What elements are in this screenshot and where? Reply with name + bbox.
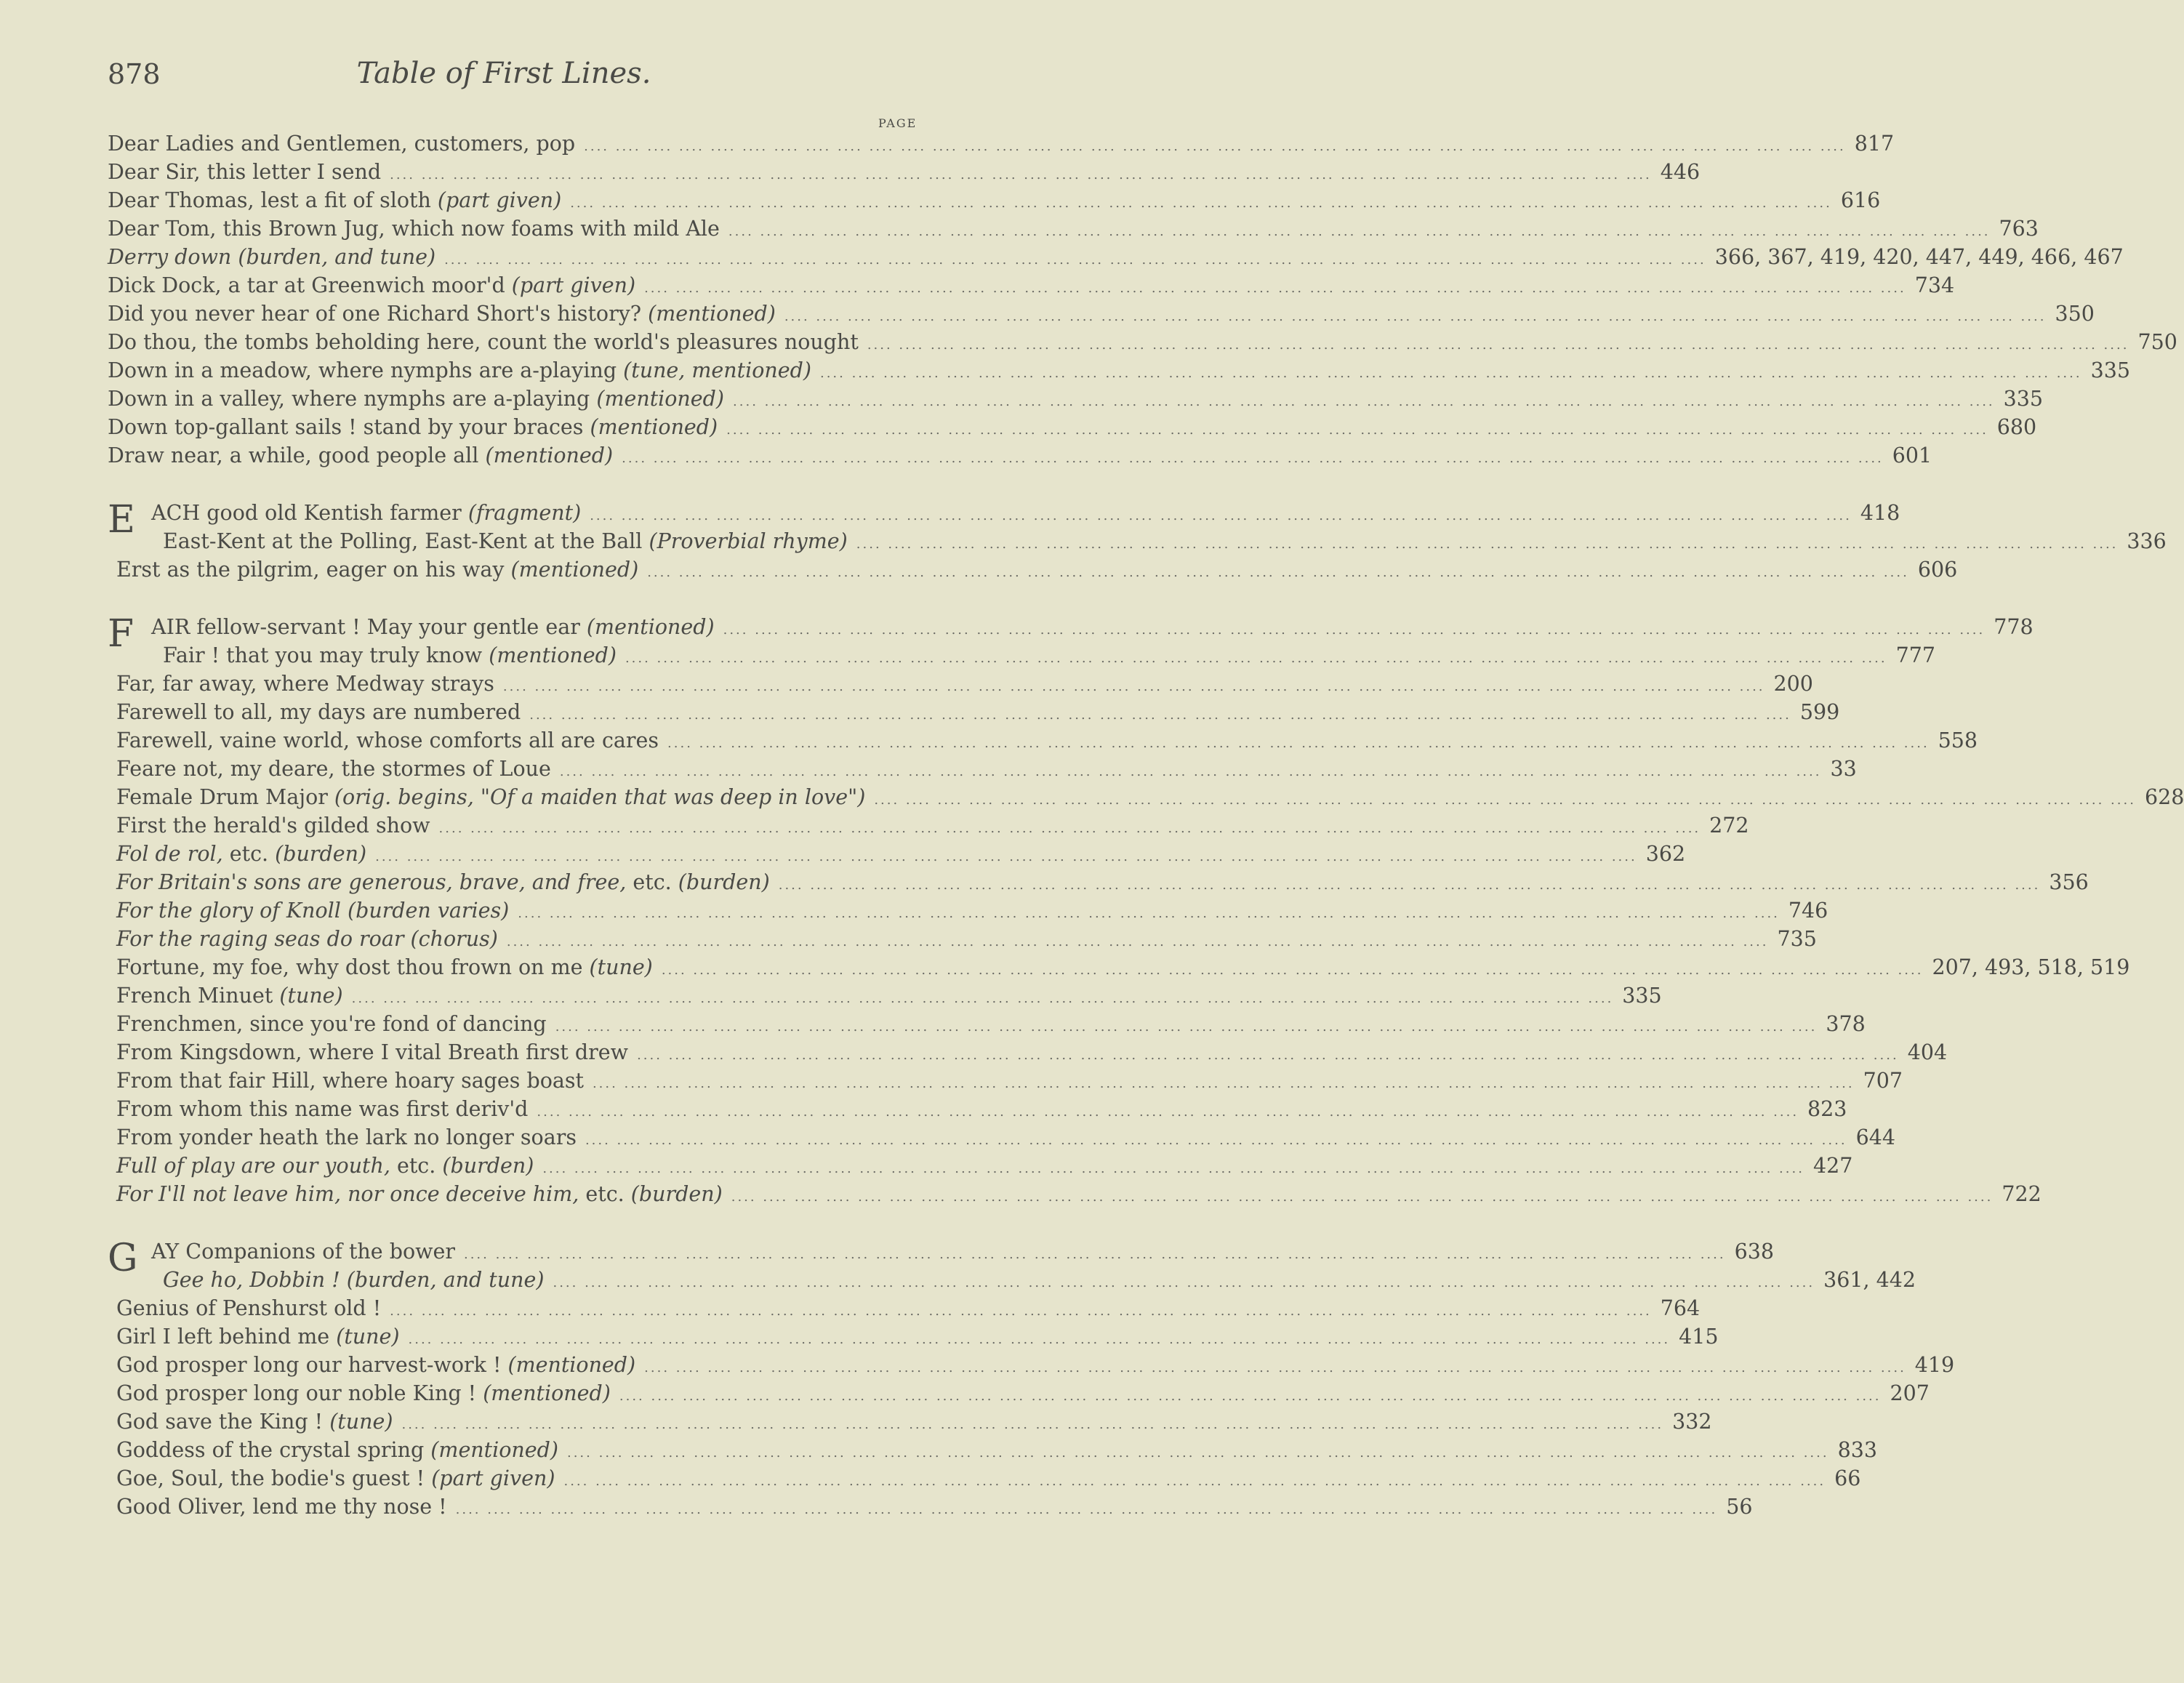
section-e — [108, 498, 2167, 584]
list-item — [108, 356, 2130, 385]
section-g — [108, 1237, 1955, 1521]
first-line-text: Farewell to all, my days are numbered — [116, 700, 521, 724]
list-item — [108, 1010, 1866, 1038]
entry-note: (burden varies) — [347, 899, 510, 923]
leader-dots: .... .... .... .... .... .... .... .... .... .... .... .... .... .... .... .... .... .... .... .... .... .... .... .... .... .... .... .... .... .... .... .... .... .... .... .... .... .... .... .... — [585, 1133, 1847, 1148]
first-line-text: Fol de rol, etc. (burden) — [116, 842, 367, 866]
entry-note: (mentioned) — [430, 1438, 558, 1462]
page-reference: 335 — [1622, 984, 1662, 1008]
entry-note: (orig. begins, "Of a maiden that was deep in love") — [334, 785, 866, 809]
list-item — [108, 214, 2039, 243]
first-line-text: Dear Ladies and Gentlemen, customers, pop — [108, 132, 576, 156]
page-reference: 833 — [1837, 1438, 1878, 1462]
entry-note: (tune) — [329, 1410, 393, 1434]
first-line-text: Goe, Soul, the bodie's guest ! (part given) — [116, 1466, 555, 1490]
leader-dots: .... .... .... .... .... .... .... .... .... .... .... .... .... .... .... .... .... .... .... .... .... .... .... .... .... .... .... .... .... .... .... .... .... .... .... .... .... .... .... .... — [375, 849, 1637, 864]
page-reference: 558 — [1938, 728, 1978, 752]
leader-dots: .... .... .... .... .... .... .... .... .... .... .... .... .... .... .... .... .... .... .... .... .... .... .... .... .... .... .... .... .... .... .... .... .... .... .... .... .... .... .... .... — [784, 309, 2047, 324]
entry-note: (mentioned) — [483, 1381, 611, 1405]
list-item — [108, 1123, 1895, 1152]
page-reference: 200 — [1773, 672, 1813, 696]
page-reference: 207 — [1890, 1381, 1930, 1405]
entry-note: (mentioned) — [485, 443, 614, 467]
page-reference: 336 — [2127, 529, 2167, 553]
list-item — [108, 641, 1935, 670]
first-line-text: ACH good old Kentish farmer (fragment) — [151, 501, 582, 525]
page-reference: 777 — [1895, 643, 1935, 667]
page-reference: 763 — [1999, 217, 2039, 241]
leader-dots: .... .... .... .... .... .... .... .... .... .... .... .... .... .... .... .... .... .... .... .... .... .... .... .... .... .... .... .... .... .... .... .... .... .... .... .... .... .... .... .... — [390, 167, 1652, 182]
first-line-text: Do thou, the tombs beholding here, count the world's pleasures nought — [108, 330, 859, 354]
first-line-text: Full of play are our youth, etc. (burden) — [116, 1154, 534, 1178]
first-line-text: Draw near, a while, good people all (mentioned) — [108, 443, 614, 467]
page-column-label: PAGE — [878, 116, 918, 130]
list-item — [108, 953, 2130, 981]
leader-dots: .... .... .... .... .... .... .... .... .... .... .... .... .... .... .... .... .... .... .... .... .... .... .... .... .... .... .... .... .... .... .... .... .... .... .... .... .... .... .... .... — [518, 906, 1780, 921]
page-reference: 415 — [1679, 1325, 1719, 1349]
leader-dots: .... .... .... .... .... .... .... .... .... .... .... .... .... .... .... .... .... .... .... .... .... .... .... .... .... .... .... .... .... .... .... .... .... .... .... .... .... .... .... .... — [438, 821, 1701, 836]
first-line-text: Did you never hear of one Richard Short's history? (mentioned) — [108, 302, 776, 326]
page-reference: 764 — [1660, 1296, 1701, 1320]
list-item — [108, 1294, 1701, 1322]
entry-note: (mentioned) — [507, 1353, 636, 1377]
list-item — [108, 300, 2095, 328]
entry-note: (mentioned) — [590, 415, 718, 439]
page-reference: 599 — [1799, 700, 1840, 724]
first-line-text: Feare not, my deare, the stormes of Loue — [116, 757, 551, 781]
first-line-text: God prosper long our noble King ! (mentioned) — [116, 1381, 611, 1405]
leader-dots: .... .... .... .... .... .... .... .... .... .... .... .... .... .... .... .... .... .... .... .... .... .... .... .... .... .... .... .... .... .... .... .... .... .... .... .... .... .... .... .... — [537, 1104, 1799, 1120]
page-reference: 362 — [1645, 842, 1686, 866]
page-reference: 734 — [1914, 273, 1955, 297]
leader-dots: .... .... .... .... .... .... .... .... .... .... .... .... .... .... .... .... .... .... .... .... .... .... .... .... .... .... .... .... .... .... .... .... .... .... .... .... .... .... .... .... — [401, 1417, 1664, 1432]
first-line-text: Down in a valley, where nymphs are a-playing (mentioned) — [108, 387, 725, 411]
list-item — [108, 1464, 1861, 1493]
page-reference: 446 — [1660, 160, 1701, 184]
drop-cap: F — [108, 612, 135, 656]
first-line-text: For Britain's sons are generous, brave, and free, etc. (burden) — [116, 870, 770, 894]
page-reference: 707 — [1863, 1069, 1903, 1093]
page-reference: 418 — [1860, 501, 1900, 525]
list-item — [108, 1322, 1719, 1351]
first-line-text: From whom this name was first deriv'd — [116, 1097, 529, 1121]
list-item — [108, 840, 1686, 868]
list-item — [108, 896, 1828, 925]
list-item — [108, 555, 1958, 584]
leader-dots: .... .... .... .... .... .... .... .... .... .... .... .... .... .... .... .... .... .... .... .... .... .... .... .... .... .... .... .... .... .... .... .... .... .... .... .... .... .... .... .... — [625, 651, 1887, 666]
first-line-text: For the raging seas do roar (chorus) — [116, 927, 498, 951]
leader-dots: .... .... .... .... .... .... .... .... .... .... .... .... .... .... .... .... .... .... .... .... .... .... .... .... .... .... .... .... .... .... .... .... .... .... .... .... .... .... .... .... — [637, 1048, 1899, 1063]
entry-note: (mentioned) — [510, 558, 639, 582]
first-line-text: First the herald's gilded show — [116, 814, 430, 838]
list-item — [108, 271, 1955, 300]
entry-note: (tune) — [336, 1325, 400, 1349]
leader-dots: .... .... .... .... .... .... .... .... .... .... .... .... .... .... .... .... .... .... .... .... .... .... .... .... .... .... .... .... .... .... .... .... .... .... .... .... .... .... .... .... — [566, 1445, 1829, 1461]
entry-note: (part given) — [431, 1466, 555, 1490]
page-reference: 419 — [1914, 1353, 1955, 1377]
list-item — [108, 243, 2124, 271]
list-item — [108, 1379, 1930, 1407]
entry-note: (burden) — [630, 1182, 723, 1206]
page-reference: 680 — [1996, 415, 2037, 439]
page-reference: 746 — [1788, 899, 1828, 923]
leader-dots: .... .... .... .... .... .... .... .... .... .... .... .... .... .... .... .... .... .... .... .... .... .... .... .... .... .... .... .... .... .... .... .... .... .... .... .... .... .... .... .... — [619, 1389, 1882, 1404]
leader-dots: .... .... .... .... .... .... .... .... .... .... .... .... .... .... .... .... .... .... .... .... .... .... .... .... .... .... .... .... .... .... .... .... .... .... .... .... .... .... .... .... — [555, 1019, 1818, 1035]
entry-note: (burden) — [678, 870, 770, 894]
section-f — [108, 612, 2184, 1208]
list-item — [108, 186, 1881, 214]
entry-note: (tune) — [279, 984, 343, 1008]
list-item — [108, 755, 1857, 783]
first-line-text: Dear Tom, this Brown Jug, which now foams with mild Ale — [108, 217, 720, 241]
first-line-text: Genius of Penshurst old ! — [116, 1296, 382, 1320]
leader-dots: .... .... .... .... .... .... .... .... .... .... .... .... .... .... .... .... .... .... .... .... .... .... .... .... .... .... .... .... .... .... .... .... .... .... .... .... .... .... .... .... — [667, 736, 1930, 751]
page-reference: 778 — [1994, 615, 2034, 639]
leader-dots: .... .... .... .... .... .... .... .... .... .... .... .... .... .... .... .... .... .... .... .... .... .... .... .... .... .... .... .... .... .... .... .... .... .... .... .... .... .... .... .... — [647, 565, 1909, 580]
first-line-text: God prosper long our harvest-work ! (mentioned) — [116, 1353, 636, 1377]
first-line-text: Girl I left behind me (tune) — [116, 1325, 400, 1349]
section-d — [108, 129, 2177, 470]
first-line-text: Erst as the pilgrim, eager on his way (mentioned) — [116, 558, 639, 582]
first-line-text: Far, far away, where Medway strays — [116, 672, 494, 696]
leader-dots: .... .... .... .... .... .... .... .... .... .... .... .... .... .... .... .... .... .... .... .... .... .... .... .... .... .... .... .... .... .... .... .... .... .... .... .... .... .... .... .... — [726, 422, 1988, 438]
page-reference: 601 — [1892, 443, 1932, 467]
list-item — [108, 1436, 1878, 1464]
leader-dots: .... .... .... .... .... .... .... .... .... .... .... .... .... .... .... .... .... .... .... .... .... .... .... .... .... .... .... .... .... .... .... .... .... .... .... .... .... .... .... .... — [570, 196, 1832, 211]
leader-dots: .... .... .... .... .... .... .... .... .... .... .... .... .... .... .... .... .... .... .... .... .... .... .... .... .... .... .... .... .... .... .... .... .... .... .... .... .... .... .... .... — [559, 764, 1822, 779]
page-reference: 56 — [1726, 1495, 1753, 1519]
first-line-text: Gee ho, Dobbin ! (burden, and tune) — [163, 1268, 545, 1292]
first-line-text: Fair ! that you may truly know (mentioned) — [163, 643, 617, 667]
page-reference: 404 — [1907, 1040, 1948, 1064]
page-reference: 332 — [1672, 1410, 1712, 1434]
first-line-text: AY Companions of the bower — [151, 1240, 455, 1264]
list-item — [108, 1180, 2042, 1208]
leader-dots: .... .... .... .... .... .... .... .... .... .... .... .... .... .... .... .... .... .... .... .... .... .... .... .... .... .... .... .... .... .... .... .... .... .... .... .... .... .... .... .... — [506, 934, 1769, 949]
first-line-text: Fortune, my foe, why dost thou frown on me (tune) — [116, 955, 653, 979]
leader-dots: .... .... .... .... .... .... .... .... .... .... .... .... .... .... .... .... .... .... .... .... .... .... .... .... .... .... .... .... .... .... .... .... .... .... .... .... .... .... .... .... — [351, 991, 1614, 1006]
first-line-text: For the glory of Knoll (burden varies) — [116, 899, 510, 923]
first-line-text: Derry down (burden, and tune) — [108, 245, 436, 269]
leader-dots: .... .... .... .... .... .... .... .... .... .... .... .... .... .... .... .... .... .... .... .... .... .... .... .... .... .... .... .... .... .... .... .... .... .... .... .... .... .... .... .... — [455, 1502, 1718, 1517]
leader-dots: .... .... .... .... .... .... .... .... .... .... .... .... .... .... .... .... .... .... .... .... .... .... .... .... .... .... .... .... .... .... .... .... .... .... .... .... .... .... .... .... — [542, 1161, 1804, 1176]
entry-note: (mentioned) — [586, 615, 715, 639]
leader-dots: .... .... .... .... .... .... .... .... .... .... .... .... .... .... .... .... .... .... .... .... .... .... .... .... .... .... .... .... .... .... .... .... .... .... .... .... .... .... .... .... — [584, 139, 1846, 154]
page-reference: 207, 493, 518, 519 — [1932, 955, 2130, 979]
list-item — [108, 811, 1749, 840]
entry-note: (tune, mentioned) — [623, 358, 811, 382]
list-item — [108, 670, 1813, 698]
entry-note: (burden) — [275, 842, 367, 866]
page-reference: 378 — [1826, 1012, 1866, 1036]
first-line-text: East-Kent at the Polling, East-Kent at the Ball (Proverbial rhyme) — [163, 529, 848, 553]
leader-dots: .... .... .... .... .... .... .... .... .... .... .... .... .... .... .... .... .... .... .... .... .... .... .... .... .... .... .... .... .... .... .... .... .... .... .... .... .... .... .... .... — [529, 707, 1791, 723]
first-line-text: From Kingsdown, where I vital Breath first drew — [116, 1040, 629, 1064]
list-item — [108, 981, 1662, 1010]
entry-note: (fragment) — [467, 501, 582, 525]
list-item — [108, 726, 1978, 755]
page-reference: 335 — [2090, 358, 2130, 382]
page-title: Table of First Lines. — [356, 57, 651, 90]
entry-note: (tune) — [589, 955, 653, 979]
first-line-text: From that fair Hill, where hoary sages boast — [116, 1069, 584, 1093]
list-item — [108, 1266, 1916, 1294]
leader-dots: .... .... .... .... .... .... .... .... .... .... .... .... .... .... .... .... .... .... .... .... .... .... .... .... .... .... .... .... .... .... .... .... .... .... .... .... .... .... .... .... — [661, 963, 1924, 978]
list-item — [108, 385, 2044, 413]
first-line-text: AIR fellow-servant ! May your gentle ear (mentioned) — [151, 615, 715, 639]
leader-dots: .... .... .... .... .... .... .... .... .... .... .... .... .... .... .... .... .... .... .... .... .... .... .... .... .... .... .... .... .... .... .... .... .... .... .... .... .... .... .... .... — [553, 1275, 1815, 1290]
page-reference: 66 — [1834, 1466, 1861, 1490]
page-reference: 638 — [1734, 1240, 1775, 1264]
first-line-text: God save the King ! (tune) — [116, 1410, 393, 1434]
page-reference: 366, 367, 419, 420, 447, 449, 466, 467 — [1714, 245, 2124, 269]
page-reference: 750 — [2137, 330, 2177, 354]
entry-note: (mentioned) — [596, 387, 725, 411]
entry-note: (burden, and tune) — [346, 1268, 545, 1292]
first-line-text: From yonder heath the lark no longer soars — [116, 1125, 577, 1149]
list-item — [108, 527, 2167, 555]
page-reference: 628 — [2144, 785, 2184, 809]
first-line-text: Good Oliver, lend me thy nose ! — [116, 1495, 447, 1519]
page-reference: 606 — [1917, 558, 1958, 582]
leader-dots: .... .... .... .... .... .... .... .... .... .... .... .... .... .... .... .... .... .... .... .... .... .... .... .... .... .... .... .... .... .... .... .... .... .... .... .... .... .... .... .... — [622, 451, 1884, 466]
leader-dots: .... .... .... .... .... .... .... .... .... .... .... .... .... .... .... .... .... .... .... .... .... .... .... .... .... .... .... .... .... .... .... .... .... .... .... .... .... .... .... .... — [390, 1304, 1652, 1319]
page-reference: 361, 442 — [1823, 1268, 1916, 1292]
first-line-text: Goddess of the crystal spring (mentioned) — [116, 1438, 558, 1462]
list-item — [108, 783, 2184, 811]
page-reference: 616 — [1840, 188, 1881, 212]
page-reference: 427 — [1812, 1154, 1853, 1178]
list-item — [108, 413, 2037, 441]
list-item — [108, 868, 2089, 896]
page-reference: 823 — [1807, 1097, 1847, 1121]
entries-list — [108, 129, 2184, 1521]
list-item — [108, 698, 1840, 726]
list-item — [108, 1152, 1853, 1180]
first-line-text: Dear Sir, this letter I send — [108, 160, 382, 184]
drop-cap: E — [108, 498, 135, 542]
entry-note: (burden, and tune) — [238, 245, 436, 269]
page-reference: 335 — [2003, 387, 2044, 411]
entry-note: (Proverbial rhyme) — [649, 529, 848, 553]
entry-note: (burden) — [442, 1154, 534, 1178]
first-line-text: Dick Dock, a tar at Greenwich moor'd (part given) — [108, 273, 636, 297]
leader-dots: .... .... .... .... .... .... .... .... .... .... .... .... .... .... .... .... .... .... .... .... .... .... .... .... .... .... .... .... .... .... .... .... .... .... .... .... .... .... .... .... — [874, 792, 2136, 808]
leader-dots: .... .... .... .... .... .... .... .... .... .... .... .... .... .... .... .... .... .... .... .... .... .... .... .... .... .... .... .... .... .... .... .... .... .... .... .... .... .... .... .... — [444, 252, 1706, 268]
page-number: 878 — [108, 58, 161, 90]
page-reference: 735 — [1777, 927, 1817, 951]
list-item — [108, 1351, 1955, 1379]
leader-dots: .... .... .... .... .... .... .... .... .... .... .... .... .... .... .... .... .... .... .... .... .... .... .... .... .... .... .... .... .... .... .... .... .... .... .... .... .... .... .... .... — [867, 337, 2129, 353]
entry-note: (mentioned) — [648, 302, 776, 326]
list-item — [108, 1493, 1753, 1521]
first-line-text: Female Drum Major (orig. begins, "Of a maiden that was deep in love") — [116, 785, 866, 809]
first-line-text: Farewell, vaine world, whose comforts all are cares — [116, 728, 659, 752]
first-line-text: Frenchmen, since you're fond of dancing — [116, 1012, 547, 1036]
list-item — [108, 1067, 1903, 1095]
entry-note: (chorus) — [410, 927, 498, 951]
list-item — [151, 499, 1900, 527]
leader-dots: .... .... .... .... .... .... .... .... .... .... .... .... .... .... .... .... .... .... .... .... .... .... .... .... .... .... .... .... .... .... .... .... .... .... .... .... .... .... .... .... — [856, 537, 2119, 552]
list-item — [151, 1237, 1775, 1266]
page-reference: 722 — [2002, 1182, 2042, 1206]
leader-dots: .... .... .... .... .... .... .... .... .... .... .... .... .... .... .... .... .... .... .... .... .... .... .... .... .... .... .... .... .... .... .... .... .... .... .... .... .... .... .... .... — [563, 1474, 1826, 1489]
leader-dots: .... .... .... .... .... .... .... .... .... .... .... .... .... .... .... .... .... .... .... .... .... .... .... .... .... .... .... .... .... .... .... .... .... .... .... .... .... .... .... .... — [731, 1189, 1994, 1205]
first-line-text: For I'll not leave him, nor once deceive him, etc. (burden) — [116, 1182, 723, 1206]
list-item — [108, 925, 1817, 953]
entry-note: (part given) — [511, 273, 636, 297]
list-item — [151, 613, 2034, 641]
leader-dots: .... .... .... .... .... .... .... .... .... .... .... .... .... .... .... .... .... .... .... .... .... .... .... .... .... .... .... .... .... .... .... .... .... .... .... .... .... .... .... .... — [819, 366, 2082, 381]
leader-dots: .... .... .... .... .... .... .... .... .... .... .... .... .... .... .... .... .... .... .... .... .... .... .... .... .... .... .... .... .... .... .... .... .... .... .... .... .... .... .... .... — [463, 1247, 1726, 1262]
list-item — [108, 1095, 1847, 1123]
list-item — [108, 1038, 1948, 1067]
leader-dots: .... .... .... .... .... .... .... .... .... .... .... .... .... .... .... .... .... .... .... .... .... .... .... .... .... .... .... .... .... .... .... .... .... .... .... .... .... .... .... .... — [728, 224, 1991, 239]
leader-dots: .... .... .... .... .... .... .... .... .... .... .... .... .... .... .... .... .... .... .... .... .... .... .... .... .... .... .... .... .... .... .... .... .... .... .... .... .... .... .... .... — [408, 1332, 1671, 1347]
list-item — [108, 328, 2177, 356]
first-line-text: Down in a meadow, where nymphs are a-playing (tune, mentioned) — [108, 358, 811, 382]
page-reference: 817 — [1854, 132, 1895, 156]
first-line-text: Down top-gallant sails ! stand by your braces (mentioned) — [108, 415, 718, 439]
page-reference: 33 — [1830, 757, 1857, 781]
entry-note: (part given) — [437, 188, 562, 212]
page-reference: 272 — [1709, 814, 1749, 838]
first-line-text: French Minuet (tune) — [116, 984, 343, 1008]
list-item — [108, 1407, 1712, 1436]
list-item — [108, 158, 1701, 186]
page-reference: 644 — [1855, 1125, 1895, 1149]
list-item — [108, 441, 1932, 470]
leader-dots: .... .... .... .... .... .... .... .... .... .... .... .... .... .... .... .... .... .... .... .... .... .... .... .... .... .... .... .... .... .... .... .... .... .... .... .... .... .... .... .... — [590, 508, 1852, 523]
leader-dots: .... .... .... .... .... .... .... .... .... .... .... .... .... .... .... .... .... .... .... .... .... .... .... .... .... .... .... .... .... .... .... .... .... .... .... .... .... .... .... .... — [733, 394, 1995, 409]
leader-dots: .... .... .... .... .... .... .... .... .... .... .... .... .... .... .... .... .... .... .... .... .... .... .... .... .... .... .... .... .... .... .... .... .... .... .... .... .... .... .... .... — [723, 622, 1986, 638]
leader-dots: .... .... .... .... .... .... .... .... .... .... .... .... .... .... .... .... .... .... .... .... .... .... .... .... .... .... .... .... .... .... .... .... .... .... .... .... .... .... .... .... — [644, 281, 1906, 296]
leader-dots: .... .... .... .... .... .... .... .... .... .... .... .... .... .... .... .... .... .... .... .... .... .... .... .... .... .... .... .... .... .... .... .... .... .... .... .... .... .... .... .... — [778, 877, 2041, 893]
first-line-text: Dear Thomas, lest a fit of sloth (part given) — [108, 188, 562, 212]
entry-note: (mentioned) — [489, 643, 617, 667]
leader-dots: .... .... .... .... .... .... .... .... .... .... .... .... .... .... .... .... .... .... .... .... .... .... .... .... .... .... .... .... .... .... .... .... .... .... .... .... .... .... .... .... — [592, 1076, 1855, 1091]
list-item — [108, 129, 1895, 158]
page-reference: 350 — [2055, 302, 2095, 326]
drop-cap: G — [108, 1237, 138, 1280]
page-reference: 356 — [2049, 870, 2089, 894]
leader-dots: .... .... .... .... .... .... .... .... .... .... .... .... .... .... .... .... .... .... .... .... .... .... .... .... .... .... .... .... .... .... .... .... .... .... .... .... .... .... .... .... — [502, 679, 1765, 694]
leader-dots: .... .... .... .... .... .... .... .... .... .... .... .... .... .... .... .... .... .... .... .... .... .... .... .... .... .... .... .... .... .... .... .... .... .... .... .... .... .... .... .... — [644, 1360, 1906, 1375]
